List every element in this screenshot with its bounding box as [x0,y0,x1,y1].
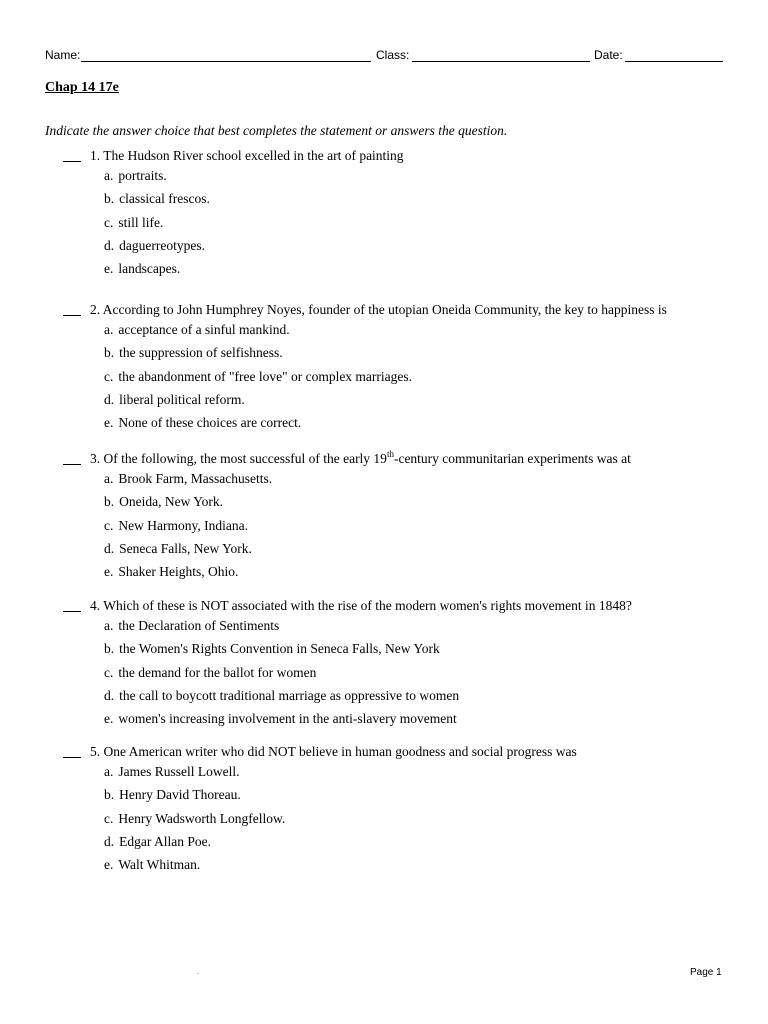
question-text: 3. Of the following, the most successful of the early 19th-century communitarian experiments was at [90,449,631,466]
choice-c: c. the abandonment of "free love" or complex marriages. [104,368,413,384]
question-1 [0,148,768,284]
choice-c: c. New Harmony, Indiana. [104,517,248,533]
question-text: 5. One American writer who did NOT believe in human goodness and social progress was [90,744,577,759]
choice-b: b. Henry David Thoreau. [104,787,241,803]
name-field-line[interactable] [81,61,371,62]
question-3 [0,451,768,587]
page-number: Page 1 [690,967,722,978]
question-4 [0,598,768,734]
choice-a: a. James Russell Lowell. [104,764,240,779]
answer-blank[interactable] [63,315,81,316]
choice-e: e. Shaker Heights, Ohio. [104,564,239,580]
choice-e: e. women's increasing involvement in the anti-slavery movement [104,711,457,727]
question-2 [0,302,768,438]
choice-e: e. Walt Whitman. [104,857,201,873]
choice-c: c. still life. [104,214,164,230]
choice-a: a. Brook Farm, Massachusetts. [104,471,273,486]
choice-d: d. the call to boycott traditional marriage as oppressive to women [104,687,460,703]
answer-blank[interactable] [63,611,81,612]
question-5 [0,744,768,880]
choice-d: d. Edgar Allan Poe. [104,833,211,849]
question-text: 2. According to John Humphrey Noyes, founder of the utopian Oneida Community, the key to happiness is [90,302,667,317]
choice-list [0,471,768,587]
choice-e: e. None of these choices are correct. [104,415,302,431]
answer-blank[interactable] [63,757,81,758]
answer-blank[interactable] [63,161,81,162]
student-info-header [45,46,725,64]
choice-list [0,168,768,284]
choice-b: b. the Women's Rights Convention in Seneca Falls, New York [104,641,440,657]
choice-c: c. Henry Wadsworth Longfellow. [104,810,286,826]
date-field-line[interactable] [625,61,723,62]
choice-b: b. classical frescos. [104,191,210,207]
question-text: 1. The Hudson River school excelled in the art of painting [90,148,404,163]
choice-d: d. liberal political reform. [104,391,245,407]
choice-a: a. portraits. [104,168,167,183]
choice-list [0,618,768,734]
choice-d: d. Seneca Falls, New York. [104,540,252,556]
date-label: Date: [594,48,623,62]
question-text: 4. Which of these is NOT associated with the rise of the modern women's rights movement in 1848? [90,598,632,613]
name-label: Name: [45,48,81,62]
choice-a: a. the Declaration of Sentiments [104,618,280,633]
choice-c: c. the demand for the ballot for women [104,664,317,680]
instructions-text: Indicate the answer choice that best completes the statement or answers the question. [45,123,508,138]
choice-b: b. Oneida, New York. [104,494,223,510]
choice-a: a. acceptance of a sinful mankind. [104,322,290,337]
chapter-title: Chap 14 17e [45,80,119,95]
choice-e: e. landscapes. [104,261,181,277]
answer-blank[interactable] [63,464,81,465]
class-field-line[interactable] [412,61,590,62]
footer-mark: . [197,967,200,976]
choice-d: d. daguerreotypes. [104,237,205,253]
choice-list [0,764,768,880]
choice-b: b. the suppression of selfishness. [104,345,283,361]
choice-list [0,322,768,438]
class-label: Class: [376,48,410,62]
